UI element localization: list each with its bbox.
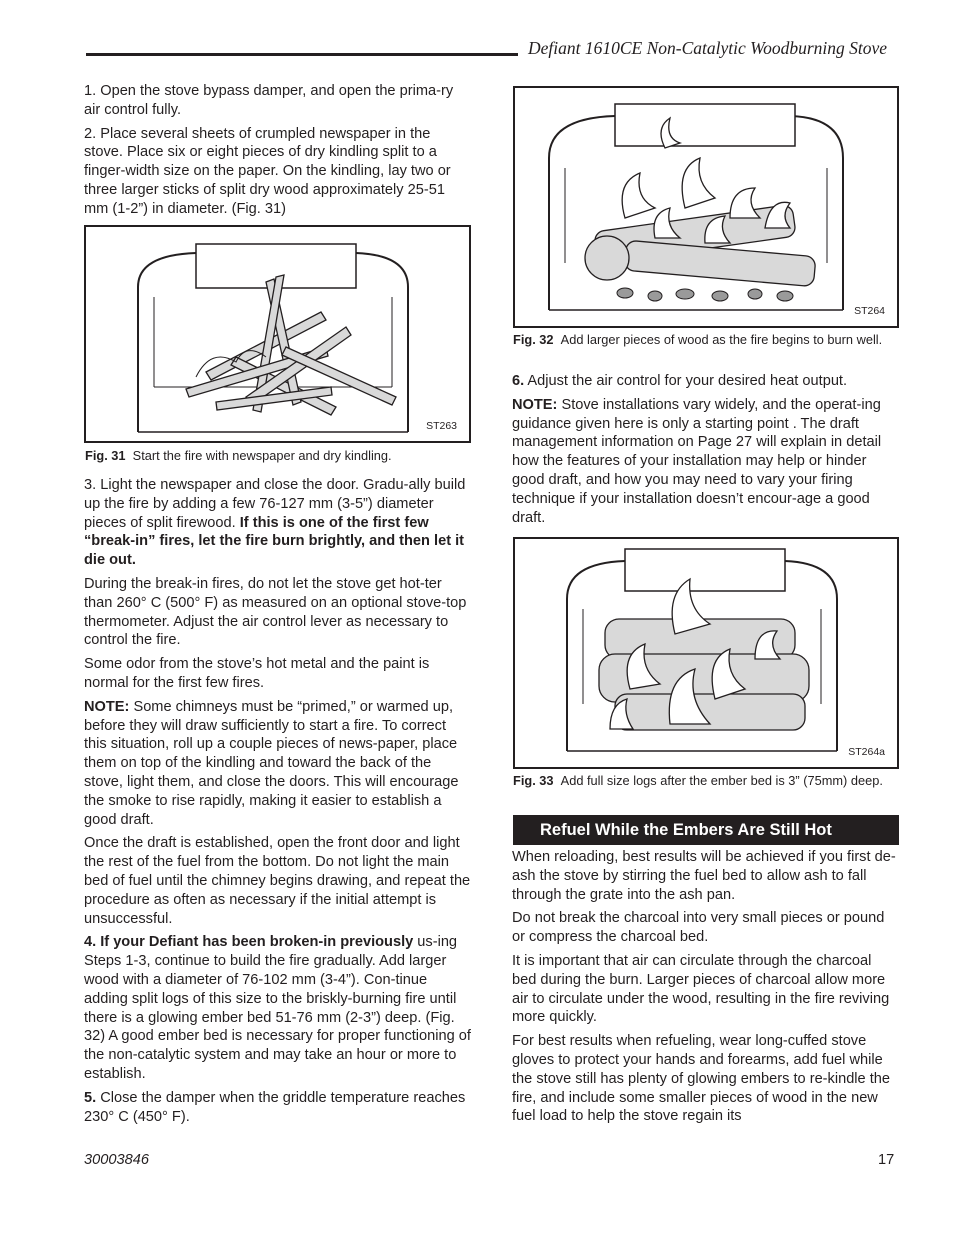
step-3 (84, 476, 472, 570)
step-1: 1. Open the stove bypass damper, and open the prima-ry air control fully. (84, 83, 454, 118)
draft-paragraph: Once the draft is established, open the front door and light the rest of the fuel from the bottom. Do not light the main bed of fuel until the chimney begins drawing, and repeat the procedure as often as necessary if the initial attempt is unsuccessful. (84, 835, 471, 927)
refuel-paragraph-1: When reloading, best results will be achieved if you first de-ash the stove by stirring the fuel bed to allow ash to fall through the grate into the ash pan. (512, 849, 896, 903)
step-6 (512, 372, 898, 391)
fig33-code: ST264a (848, 746, 885, 758)
odor-paragraph: Some odor from the stove’s hot metal and the paint is normal for the first few fires. (84, 656, 430, 691)
refuel-paragraph-4: For best results when refueling, wear long-cuffed stove gloves to protect your hands and forearms, add fuel while the stove still has plenty of glowing embers to re-kindle the fire, and include some smaller pieces of wood in the new fuel load to help the stove regain its (512, 1033, 891, 1125)
breakin-paragraph: During the break-in fires, do not let the stove get hot-ter than 260° C (500° F) as measured on an optional stove-top thermometer. Adjust the air control lever as necessary to control the fire. (84, 575, 467, 649)
fig31-code: ST263 (426, 420, 457, 432)
page-number: 17 (878, 1152, 895, 1168)
right-note-text: Stove installations vary widely, and the operat-ing guidance given here is only a starting point . The draft management information on Page 27 will explain in detail how the features of your installation may help or hinder good draft, and how you may need to vary your firing technique if your installation doesn’t encour-age a good draft. (512, 396, 882, 526)
fig32-illustration (515, 88, 896, 325)
fig32-caption (513, 331, 899, 348)
refuel-paragraph-3: It is important that air can circulate through the charcoal bed during the burn. Larger pieces of charcoal allow more air to circulate under the wood, resulting in the fire reviving more quickly. (512, 952, 890, 1026)
document-number: 30003846 (84, 1152, 149, 1168)
note-label: NOTE: (84, 698, 130, 715)
right-note-paragraph (512, 396, 898, 528)
step-5-text: Close the damper when the griddle temperature reaches 230° C (450° F). (84, 1089, 466, 1125)
note-paragraph (84, 698, 472, 830)
step-5-bold: 5. (84, 1089, 97, 1106)
fig33-caption (513, 772, 899, 789)
step-4-bold: 4. If your Defiant has been broken-in previously (84, 934, 414, 951)
page-header-title: Defiant 1610CE Non-Catalytic Woodburning Stove (528, 38, 888, 58)
fig32-caption-text: Add larger pieces of wood as the fire begins to burn well. (560, 332, 883, 347)
left-column-top (84, 82, 472, 224)
section-heading: Refuel While the Embers Are Still Hot (513, 815, 899, 845)
figure-33 (513, 537, 899, 769)
step-2: 2. Place several sheets of crumpled newspaper in the stove. Place six or eight pieces of dry kindling split to a finger-width size on the paper. On the kindling, lay two or three larger sticks of split dry wood approximately 25-51 mm (1-2”) in diameter. (Fig. 31) (84, 125, 451, 217)
step-5 (84, 1089, 472, 1127)
step-3-text: 3. Light the newspaper and close the door. Gradu-ally build up the fire by adding a few 76-127 mm (3-5”) diameter pieces of split firewood. (84, 477, 466, 531)
fig33-caption-text: Add full size logs after the ember bed is 3” (75mm) deep. (560, 773, 883, 788)
right-column-bottom (512, 848, 898, 1131)
step-6-text: Adjust the air control for your desired heat output. (524, 373, 848, 389)
right-note-label: NOTE: (512, 396, 558, 413)
header-rule (86, 53, 518, 56)
step-6-bold: 6. (512, 373, 525, 389)
fig33-illustration (515, 539, 896, 766)
fig31-illustration (86, 227, 468, 440)
figure-32 (513, 86, 899, 328)
fig33-label: Fig. 33 (513, 773, 554, 788)
fig31-label: Fig. 31 (85, 448, 126, 463)
step-4-text: us-ing Steps 1-3, continue to build the fire gradually. Add larger wood with a diameter of 76-102 mm (3-4”). Con-tinue adding split logs of this size to the briskly-burning fire until there is a glowing ember bed 51-76 mm (2-3”) deep. (Fig. 32) A good ember bed is necessary for proper functioning of the non-catalytic system and may take an hour or more to establish. (84, 934, 471, 1082)
step-3-bold: If this is one of the first few “break-in” fires, let the fire burn brightly, and then let it die out. (84, 514, 465, 569)
note-text: Some chimneys must be “primed,” or warmed up, before they will draw sufficiently to start a fire. To correct this situation, roll up a couple pieces of news-paper, place them on top of the kindling and toward the back of the stove, light them, and close the doors. This will encourage the smoke to rise rapidly, making it easier to establish a good draft. (84, 698, 459, 828)
fig31-caption (85, 447, 475, 464)
right-column-top (512, 372, 898, 532)
fig32-code: ST264 (854, 305, 885, 317)
left-column-bottom (84, 476, 472, 1131)
refuel-paragraph-2: Do not break the charcoal into very small pieces or pound or compress the charcoal bed. (512, 910, 885, 946)
fig32-label: Fig. 32 (513, 332, 554, 347)
fig31-caption-text: Start the fire with newspaper and dry kindling. (132, 448, 392, 463)
figure-31 (84, 225, 471, 443)
step-4 (84, 933, 472, 1083)
